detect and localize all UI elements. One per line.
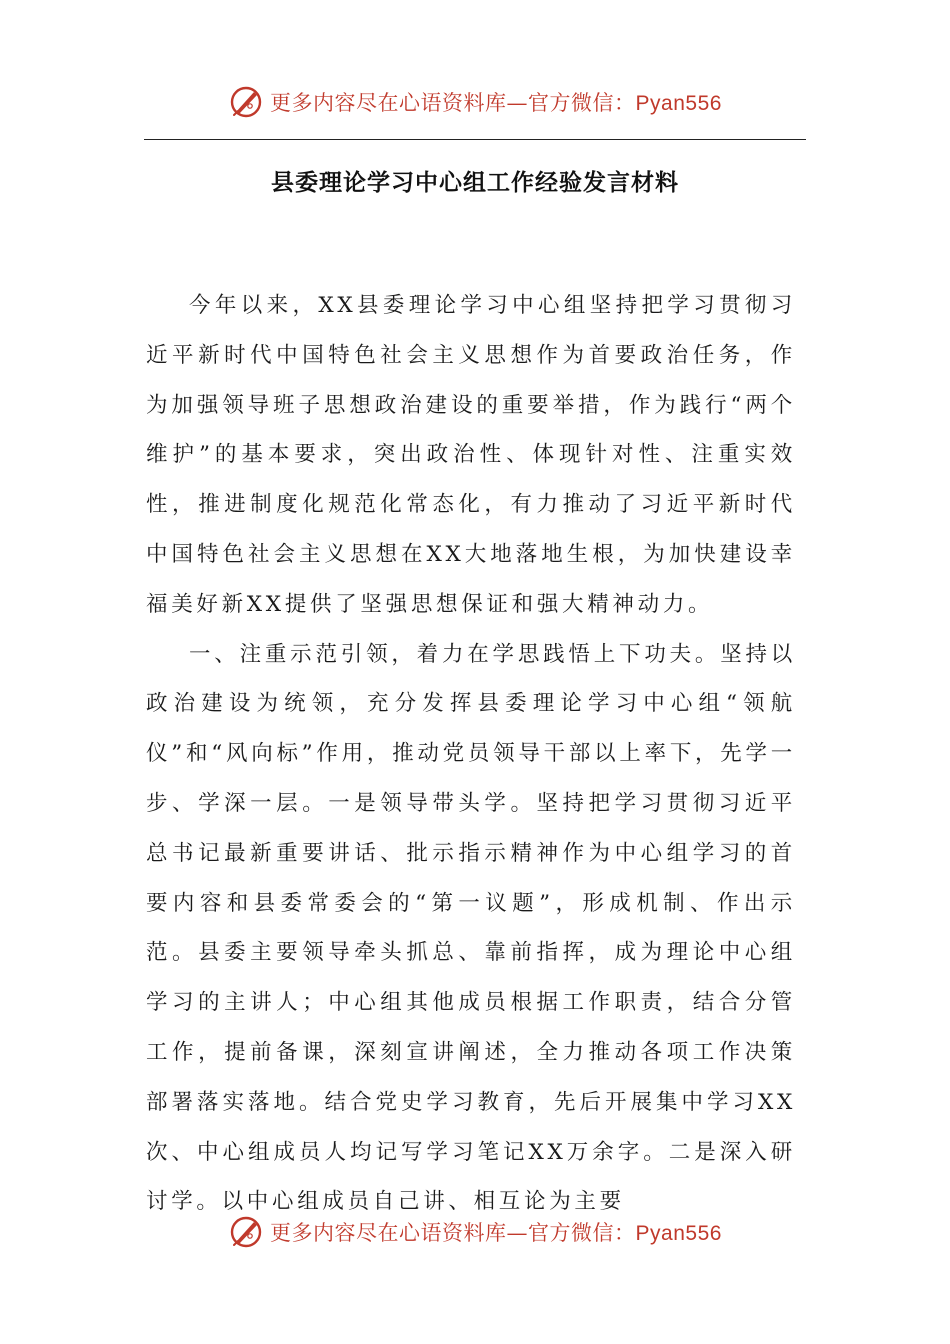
watermark-banner-bottom [0, 1210, 950, 1254]
watermark-text [270, 87, 722, 117]
watermark-wechat-id: Pyan556 [635, 92, 722, 115]
paragraph-intro: 今年以来，XX县委理论学习中心组坚持把学习贯彻习近平新时代中国特色社会主义思想作为首要政治任务，作为加强领导班子思想政治建设的重要举措，作为践行“两个维护”的基本要求，突出政治性、体现针对性、注重实效性，推进制度化规范化常态化，有力推动了习近平新时代中国特色社会主义思想在XX大地落地生根，为加快建设幸福美好新XX提供了坚强思想保证和强大精神动力。 [146, 293, 796, 617]
watermark-text [270, 1217, 722, 1247]
watermark-banner-top [0, 80, 950, 124]
watermark-text-cn: 更多内容尽在心语资料库—官方微信： [270, 1221, 636, 1245]
header-divider [144, 139, 806, 140]
document-body [146, 281, 796, 1215]
watermark-text-cn: 更多内容尽在心语资料库—官方微信： [270, 91, 636, 115]
quill-pen-seal-icon [228, 1214, 264, 1250]
paragraph-section-one: 一、注重示范引领，着力在学思践悟上下功夫。坚持以政治建设为统领，充分发挥县委理论学习中心组“领航仪”和“风向标”作用，推动党员领导干部以上率下，先学一步、学深一层。一是领导带头学。坚持把学习贯彻习近平总书记最新重要讲话、批示指示精神作为中心组学习的首要内容和县委常委会的“第一议题”，形成机制、作出示范。县委主要领导牵头抓总、靠前指挥，成为理论中心组学习的主讲人；中心组其他成员根据工作职责，结合分管工作，提前备课，深刻宣讲阐述，全力推动各项工作决策部署落实落地。结合党史学习教育，先后开展集中学习XX次、中心组成员人均记写学习笔记XX万余字。二是深入研讨学。以中心组成员自己讲、相互论为主要 [146, 641, 796, 1215]
quill-pen-seal-icon [228, 84, 264, 120]
document-title: 县委理论学习中心组工作经验发言材料 [271, 169, 679, 196]
watermark-wechat-id: Pyan556 [635, 1222, 722, 1245]
